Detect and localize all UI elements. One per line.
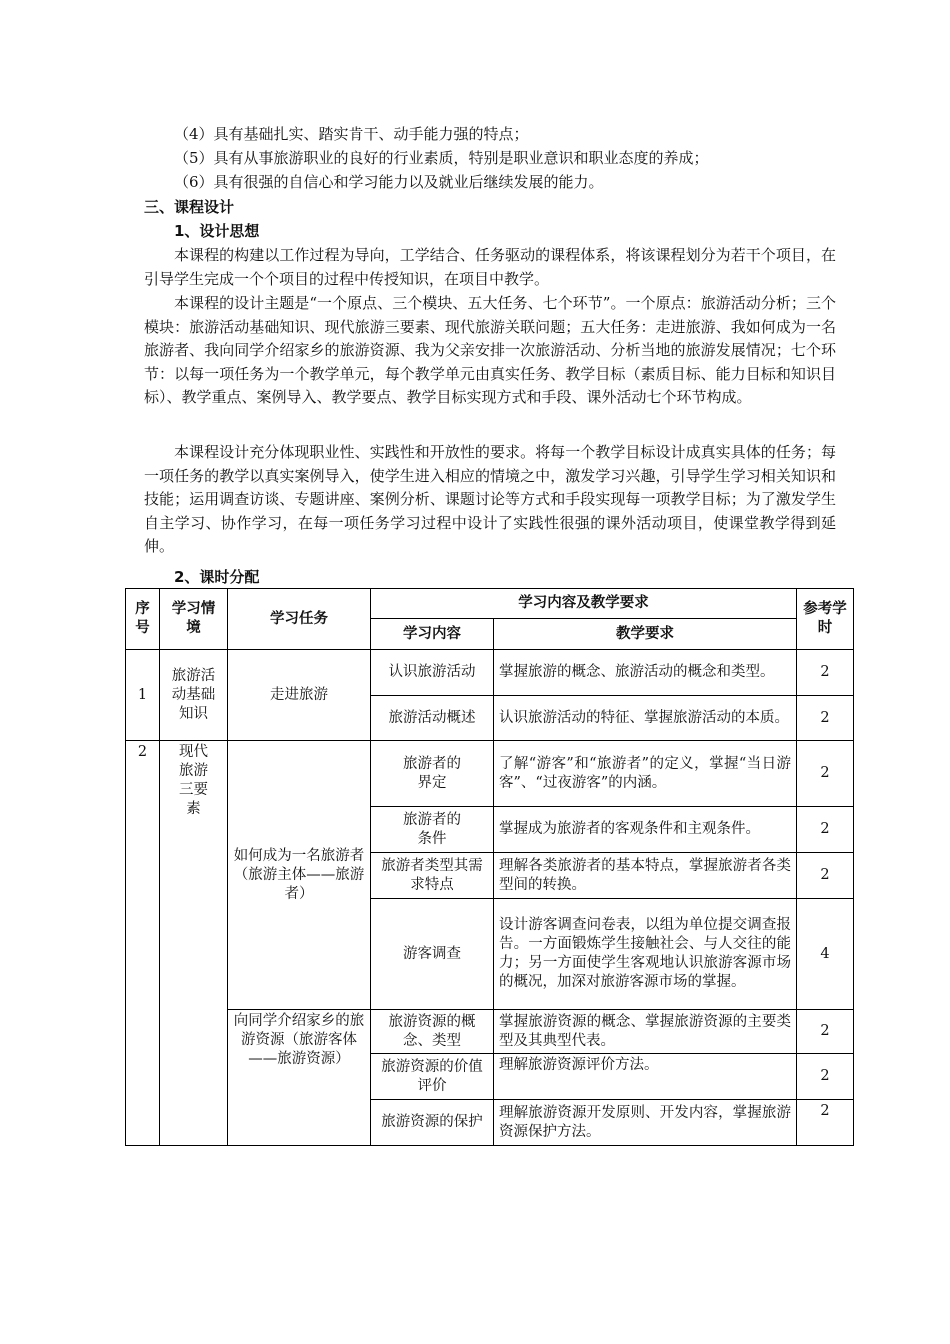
list-item: （6）具有很强的自信心和学习能力以及就业后继续发展的能力。 [174, 173, 604, 191]
cell-task: 向同学介绍家乡的旅游资源（旅游客体——旅游资源） [228, 1010, 371, 1146]
cell-hours: 2 [797, 853, 854, 899]
header-content: 学习内容 [371, 619, 494, 650]
paragraph: 本课程的设计主题是“一个原点、三个模块、五大任务、七个环节”。一个原点：旅游活动分析；三个模块：旅游活动基础知识、现代旅游三要素、现代旅游关联问题；五大任务：走进旅游、我如何成为一名旅游者、我向同学介绍家乡的旅游资源、我为父亲安排一次旅游活动、分析当地的旅游发展情况；七个环节：以每一项任务为一个教学单元，每个教学单元由真实任务、教学目标（素质目标、能力目标和知识目标）、教学重点、案例导入、教学要点、教学目标实现方式和手段、课外活动七个环节构成。 [144, 294, 836, 406]
cell-requirement: 设计游客调查问卷表，以组为单位提交调查报告。一方面锻炼学生接触社会、与人交往的能力；另一方面使学生客观地认识旅游客源市场的概况，加深对旅游客源市场的掌握。 [494, 899, 797, 1010]
cell-content: 旅游资源的保护 [371, 1100, 494, 1146]
cell-requirement: 理解各类旅游者的基本特点，掌握旅游者各类型间的转换。 [494, 853, 797, 899]
subsection-heading: 2、课时分配 [174, 568, 260, 586]
cell-task: 走进旅游 [228, 650, 371, 741]
paragraph: 本课程设计充分体现职业性、实践性和开放性的要求。将每一个教学目标设计成真实具体的任务；每一项任务的教学以真实案例导入，使学生进入相应的情境之中，激发学习兴趣，引导学生学习相关知识和技能；运用调查访谈、专题讲座、案例分析、课题讨论等方式和手段实现每一项教学目标；为了激发学生自主学习、协作学习，在每一项任务学习过程中设计了实践性很强的课外活动项目，使课堂教学得到延伸。 [144, 443, 836, 555]
cell-situation: 旅游活动基础知识 [160, 650, 228, 741]
cell-requirement: 认识旅游活动的特征、掌握旅游活动的本质。 [494, 696, 797, 741]
cell-hours: 2 [797, 741, 854, 807]
cell-hours: 2 [797, 650, 854, 696]
cell-situation: 现代旅游三要素 [160, 741, 228, 1146]
cell-content: 游客调查 [371, 899, 494, 1010]
header-content-group: 学习内容及教学要求 [371, 589, 797, 619]
cell-requirement: 理解旅游资源评价方法。 [494, 1054, 797, 1100]
header-requirement: 教学要求 [494, 619, 797, 650]
header-task: 学习任务 [228, 589, 371, 650]
cell-requirement: 了解“游客”和“旅游者”的定义，掌握“当日游客”、“过夜游客”的内涵。 [494, 741, 797, 807]
header-hours: 参考学时 [797, 589, 854, 650]
section-heading: 三、课程设计 [144, 198, 235, 216]
cell-content: 旅游资源的概念、类型 [371, 1010, 494, 1054]
cell-hours: 2 [797, 1100, 854, 1146]
cell-hours: 4 [797, 899, 854, 1010]
cell-no: 2 [126, 741, 160, 1146]
table-row [126, 1010, 854, 1054]
header-no: 序号 [126, 589, 160, 650]
schedule-table [125, 588, 854, 1146]
cell-hours: 2 [797, 696, 854, 741]
cell-content: 认识旅游活动 [371, 650, 494, 696]
cell-content: 旅游活动概述 [371, 696, 494, 741]
table-row [126, 650, 854, 696]
table-header-row [126, 589, 854, 619]
cell-requirement: 掌握旅游的概念、旅游活动的概念和类型。 [494, 650, 797, 696]
cell-requirement: 理解旅游资源开发原则、开发内容，掌握旅游资源保护方法。 [494, 1100, 797, 1146]
list-item: （5）具有从事旅游职业的良好的行业素质，特别是职业意识和职业态度的养成； [174, 149, 709, 167]
paragraph: 本课程的构建以工作过程为导向，工学结合、任务驱动的课程体系，将该课程划分为若干个项目，在引导学生完成一个个项目的过程中传授知识，在项目中教学。 [144, 246, 836, 288]
cell-content: 旅游者类型其需求特点 [371, 853, 494, 899]
cell-hours: 2 [797, 807, 854, 853]
list-item: （4）具有基础扎实、踏实肯干、动手能力强的特点； [174, 125, 529, 143]
cell-requirement: 掌握旅游资源的概念、掌握旅游资源的主要类型及其典型代表。 [494, 1010, 797, 1054]
cell-content: 旅游者的界定 [371, 741, 494, 807]
cell-no: 1 [126, 650, 160, 741]
cell-content: 旅游者的条件 [371, 807, 494, 853]
cell-requirement: 掌握成为旅游者的客观条件和主观条件。 [494, 807, 797, 853]
cell-hours: 2 [797, 1054, 854, 1100]
table-row [126, 741, 854, 807]
cell-content: 旅游资源的价值评价 [371, 1054, 494, 1100]
header-situation: 学习情境 [160, 589, 228, 650]
cell-task: 如何成为一名旅游者（旅游主体——旅游者） [228, 741, 371, 1010]
cell-hours: 2 [797, 1010, 854, 1054]
subsection-heading: 1、设计思想 [174, 222, 260, 240]
